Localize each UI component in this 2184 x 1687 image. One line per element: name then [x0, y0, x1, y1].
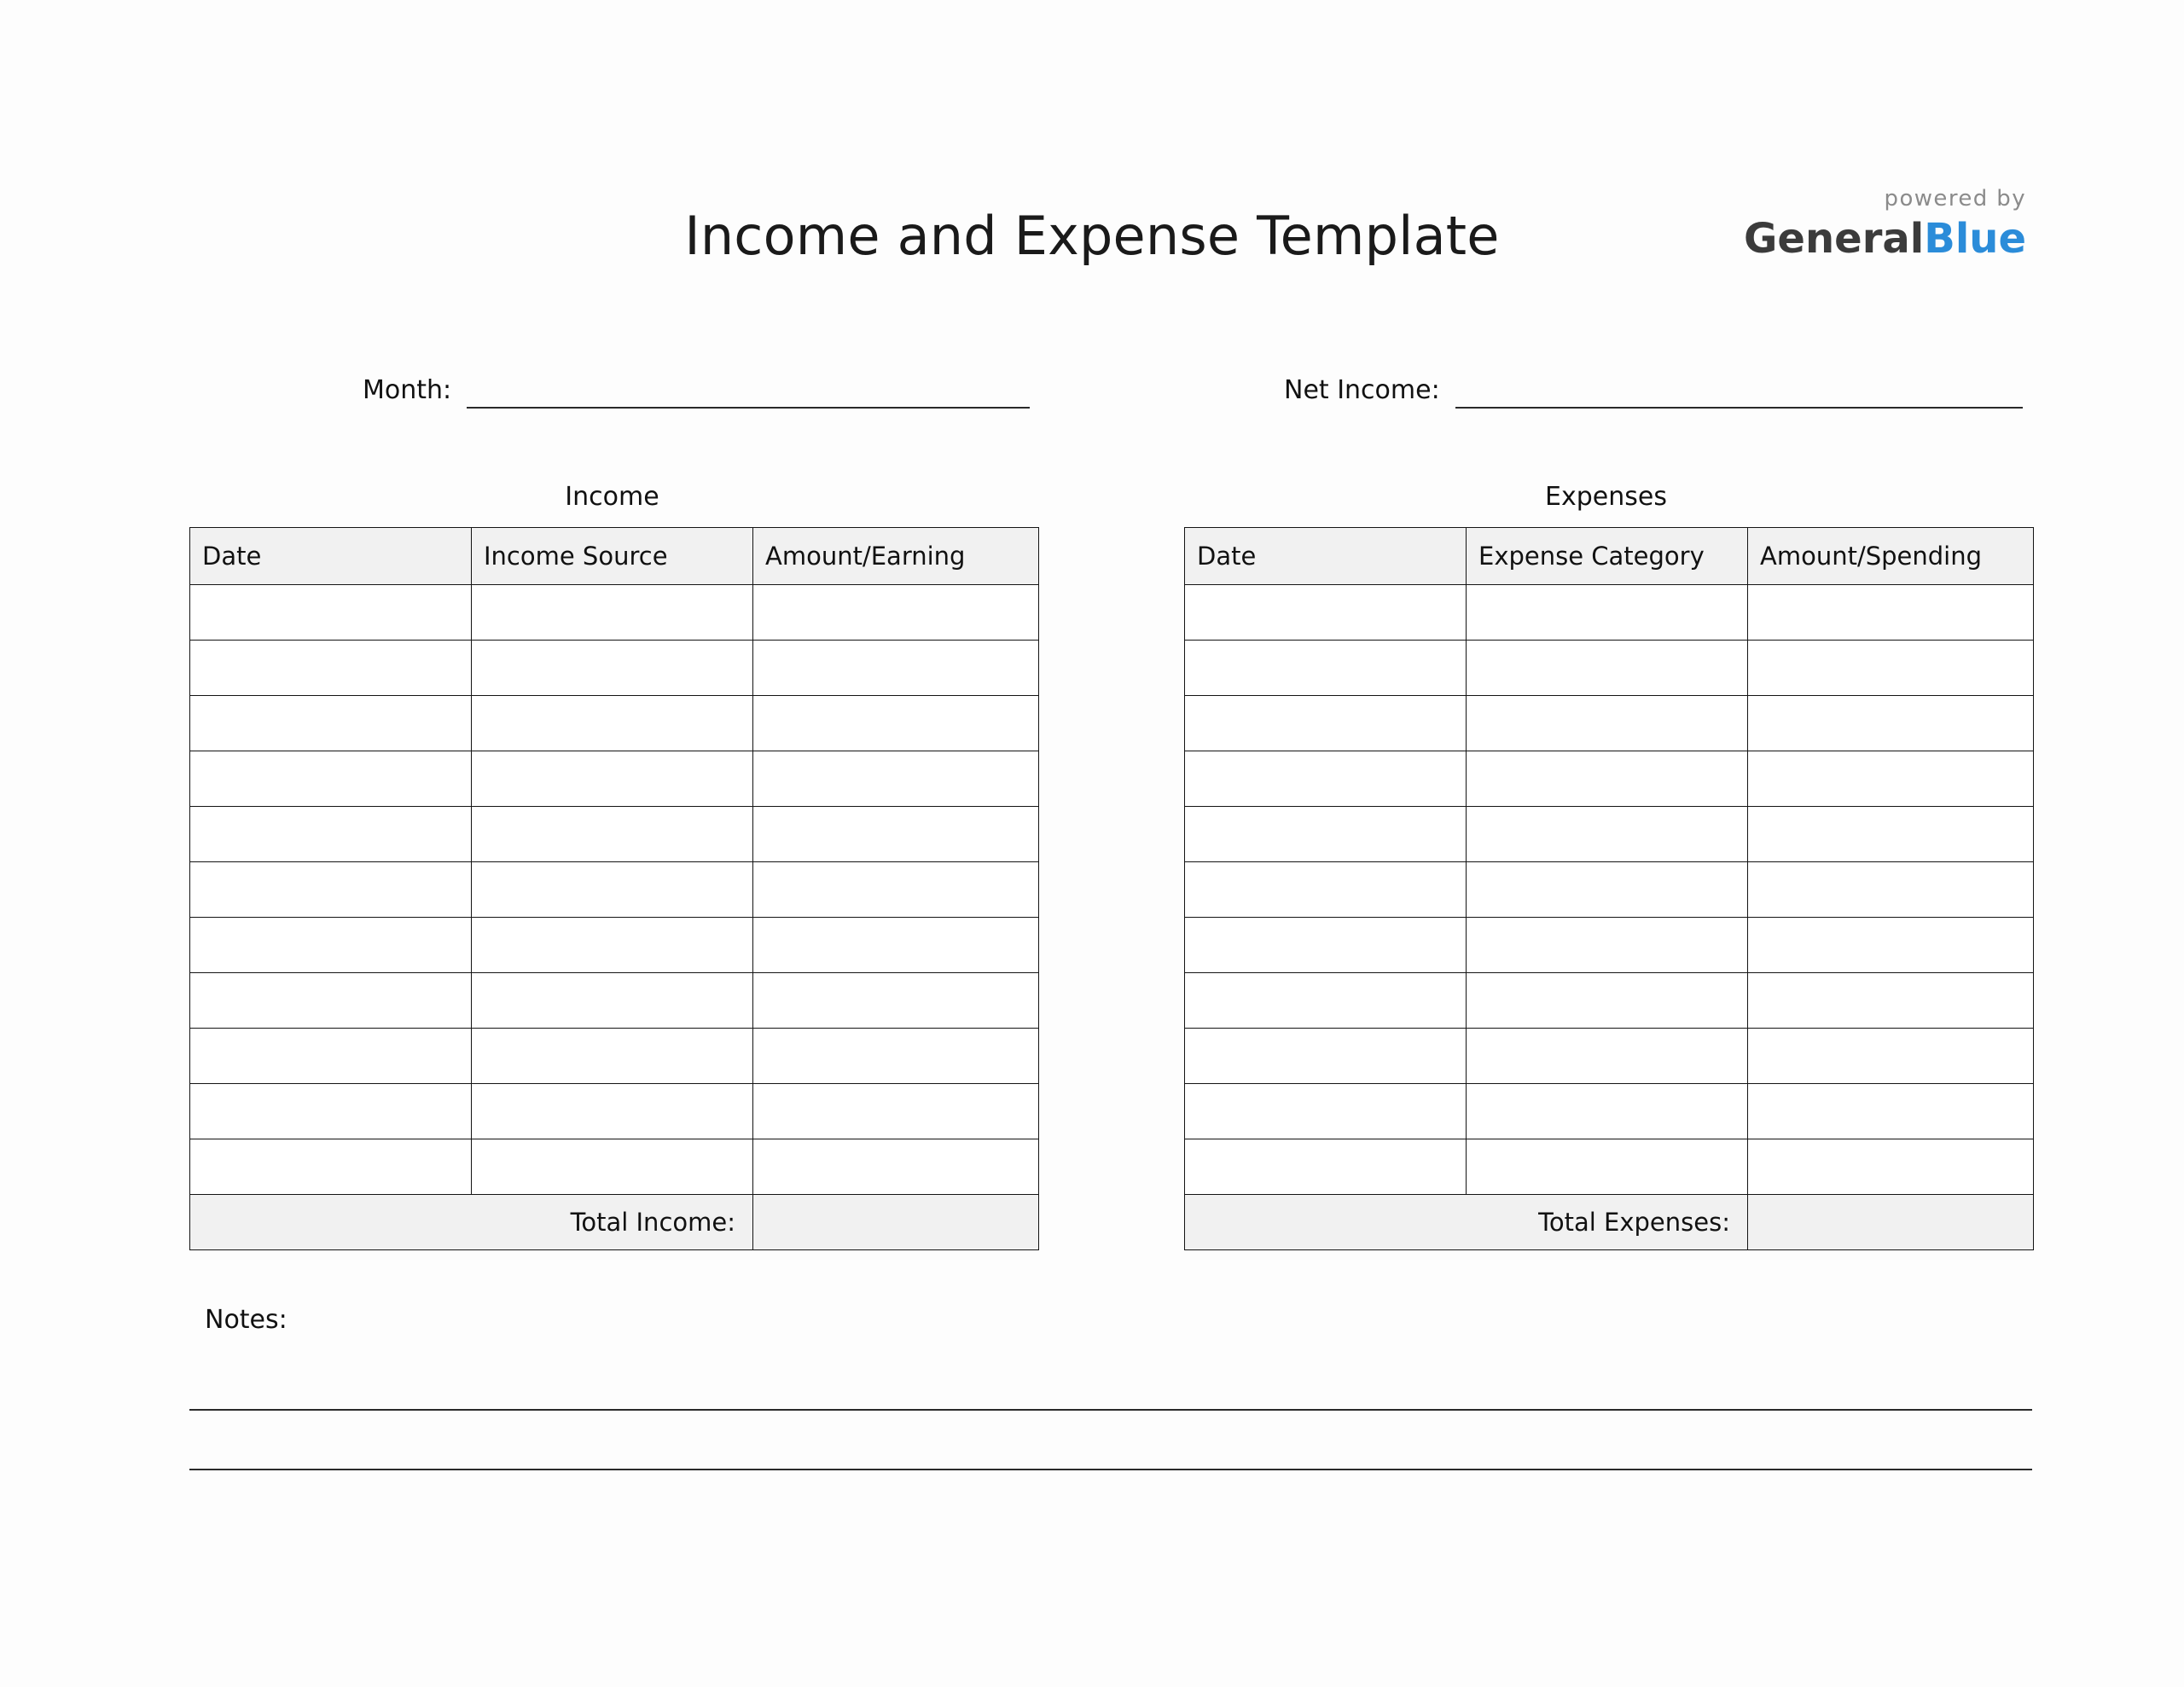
- net-income-label: Net Income:: [1284, 375, 1440, 405]
- page-title: Income and Expense Template: [684, 205, 1500, 267]
- table-row: [1185, 1139, 2034, 1195]
- expenses-cell-date[interactable]: [1185, 807, 1467, 862]
- expenses-cell-category[interactable]: [1467, 1139, 1748, 1195]
- income-cell-date[interactable]: [190, 696, 472, 751]
- notes-line-1[interactable]: [189, 1409, 2032, 1411]
- income-cell-source[interactable]: [472, 1139, 753, 1195]
- income-cell-amount[interactable]: [753, 807, 1039, 862]
- table-row: [1185, 696, 2034, 751]
- income-cell-amount[interactable]: [753, 973, 1039, 1029]
- income-cell-date[interactable]: [190, 585, 472, 641]
- expenses-cell-category[interactable]: [1467, 918, 1748, 973]
- expenses-cell-category[interactable]: [1467, 641, 1748, 696]
- income-cell-source[interactable]: [472, 973, 753, 1029]
- table-row: [190, 585, 1039, 641]
- table-row: [190, 751, 1039, 807]
- expenses-cell-category[interactable]: [1467, 973, 1748, 1029]
- expenses-cell-amount[interactable]: [1748, 585, 2034, 641]
- expenses-cell-date[interactable]: [1185, 1084, 1467, 1139]
- expenses-header-date: Date: [1185, 528, 1467, 585]
- expenses-cell-category[interactable]: [1467, 751, 1748, 807]
- expenses-table: [1184, 527, 2034, 1250]
- expenses-cell-category[interactable]: [1467, 807, 1748, 862]
- expenses-cell-amount[interactable]: [1748, 751, 2034, 807]
- expenses-cell-category[interactable]: [1467, 1084, 1748, 1139]
- table-row: [1185, 807, 2034, 862]
- income-cell-date[interactable]: [190, 973, 472, 1029]
- income-cell-date[interactable]: [190, 751, 472, 807]
- income-total-row: [190, 1195, 1039, 1250]
- net-income-field[interactable]: [1284, 375, 2023, 409]
- document-header: [0, 186, 2184, 316]
- expenses-cell-amount[interactable]: [1748, 807, 2034, 862]
- income-header-source: Income Source: [472, 528, 753, 585]
- table-row: [190, 1139, 1039, 1195]
- expenses-cell-date[interactable]: [1185, 751, 1467, 807]
- net-income-input-line[interactable]: [1455, 378, 2023, 409]
- brand-powered-by-label: powered by: [1884, 186, 2026, 212]
- month-input-line[interactable]: [467, 378, 1030, 409]
- month-field[interactable]: [363, 375, 1030, 409]
- table-row: [190, 918, 1039, 973]
- income-cell-source[interactable]: [472, 1029, 753, 1084]
- income-cell-amount[interactable]: [753, 1139, 1039, 1195]
- table-row: [1185, 1084, 2034, 1139]
- expenses-section-title: Expenses: [1545, 482, 1667, 512]
- income-cell-source[interactable]: [472, 641, 753, 696]
- table-row: [1185, 862, 2034, 918]
- expenses-cell-amount[interactable]: [1748, 1029, 2034, 1084]
- notes-label: Notes:: [205, 1305, 288, 1335]
- expenses-cell-category[interactable]: [1467, 585, 1748, 641]
- income-cell-amount[interactable]: [753, 1029, 1039, 1084]
- income-table-header-row: [190, 528, 1039, 585]
- expenses-cell-date[interactable]: [1185, 973, 1467, 1029]
- expenses-cell-category[interactable]: [1467, 862, 1748, 918]
- expenses-cell-date[interactable]: [1185, 1139, 1467, 1195]
- expenses-cell-amount[interactable]: [1748, 862, 2034, 918]
- income-total-value[interactable]: [753, 1195, 1039, 1250]
- income-cell-amount[interactable]: [753, 918, 1039, 973]
- income-cell-source[interactable]: [472, 585, 753, 641]
- table-row: [190, 1084, 1039, 1139]
- table-row: [1185, 641, 2034, 696]
- brand-name-second: Blue: [1924, 215, 2026, 263]
- brand-name-first: General: [1744, 215, 1925, 263]
- income-cell-date[interactable]: [190, 807, 472, 862]
- income-cell-source[interactable]: [472, 807, 753, 862]
- table-row: [190, 807, 1039, 862]
- expenses-cell-date[interactable]: [1185, 862, 1467, 918]
- table-row: [1185, 751, 2034, 807]
- table-row: [190, 641, 1039, 696]
- income-table: [189, 527, 1039, 1250]
- income-cell-date[interactable]: [190, 1029, 472, 1084]
- expenses-cell-amount[interactable]: [1748, 1084, 2034, 1139]
- expenses-cell-amount[interactable]: [1748, 973, 2034, 1029]
- income-cell-date[interactable]: [190, 862, 472, 918]
- table-row: [190, 973, 1039, 1029]
- expenses-header-category: Expense Category: [1467, 528, 1748, 585]
- table-row: [1185, 1029, 2034, 1084]
- income-cell-amount[interactable]: [753, 641, 1039, 696]
- income-cell-source[interactable]: [472, 696, 753, 751]
- brand-logo: [1744, 186, 2026, 263]
- income-cell-amount[interactable]: [753, 751, 1039, 807]
- table-row: [1185, 973, 2034, 1029]
- expenses-cell-amount[interactable]: [1748, 1139, 2034, 1195]
- month-label: Month:: [363, 375, 452, 405]
- income-cell-date[interactable]: [190, 1139, 472, 1195]
- expenses-total-row: [1185, 1195, 2034, 1250]
- expenses-table-header-row: [1185, 528, 2034, 585]
- table-row: [190, 696, 1039, 751]
- income-cell-source[interactable]: [472, 751, 753, 807]
- expenses-cell-date[interactable]: [1185, 641, 1467, 696]
- expenses-cell-amount[interactable]: [1748, 918, 2034, 973]
- expenses-cell-category[interactable]: [1467, 1029, 1748, 1084]
- income-cell-amount[interactable]: [753, 696, 1039, 751]
- brand-name: [1744, 215, 2026, 263]
- income-cell-source[interactable]: [472, 862, 753, 918]
- income-cell-date[interactable]: [190, 1084, 472, 1139]
- income-cell-amount[interactable]: [753, 585, 1039, 641]
- income-cell-amount[interactable]: [753, 862, 1039, 918]
- notes-line-2[interactable]: [189, 1469, 2032, 1470]
- table-row: [1185, 918, 2034, 973]
- expenses-cell-date[interactable]: [1185, 585, 1467, 641]
- expenses-cell-date[interactable]: [1185, 918, 1467, 973]
- income-header-amount: Amount/Earning: [753, 528, 1039, 585]
- income-cell-source[interactable]: [472, 1084, 753, 1139]
- income-total-label: Total Income:: [190, 1195, 753, 1250]
- table-row: [1185, 585, 2034, 641]
- income-cell-date[interactable]: [190, 918, 472, 973]
- income-section-title: Income: [565, 482, 659, 512]
- income-cell-source[interactable]: [472, 918, 753, 973]
- expenses-total-label: Total Expenses:: [1185, 1195, 1748, 1250]
- expenses-total-value[interactable]: [1748, 1195, 2034, 1250]
- income-header-date: Date: [190, 528, 472, 585]
- expenses-header-amount: Amount/Spending: [1748, 528, 2034, 585]
- income-cell-amount[interactable]: [753, 1084, 1039, 1139]
- expenses-cell-category[interactable]: [1467, 696, 1748, 751]
- table-row: [190, 862, 1039, 918]
- expenses-cell-amount[interactable]: [1748, 641, 2034, 696]
- table-row: [190, 1029, 1039, 1084]
- expenses-cell-date[interactable]: [1185, 696, 1467, 751]
- expenses-cell-amount[interactable]: [1748, 696, 2034, 751]
- expenses-cell-date[interactable]: [1185, 1029, 1467, 1084]
- income-cell-date[interactable]: [190, 641, 472, 696]
